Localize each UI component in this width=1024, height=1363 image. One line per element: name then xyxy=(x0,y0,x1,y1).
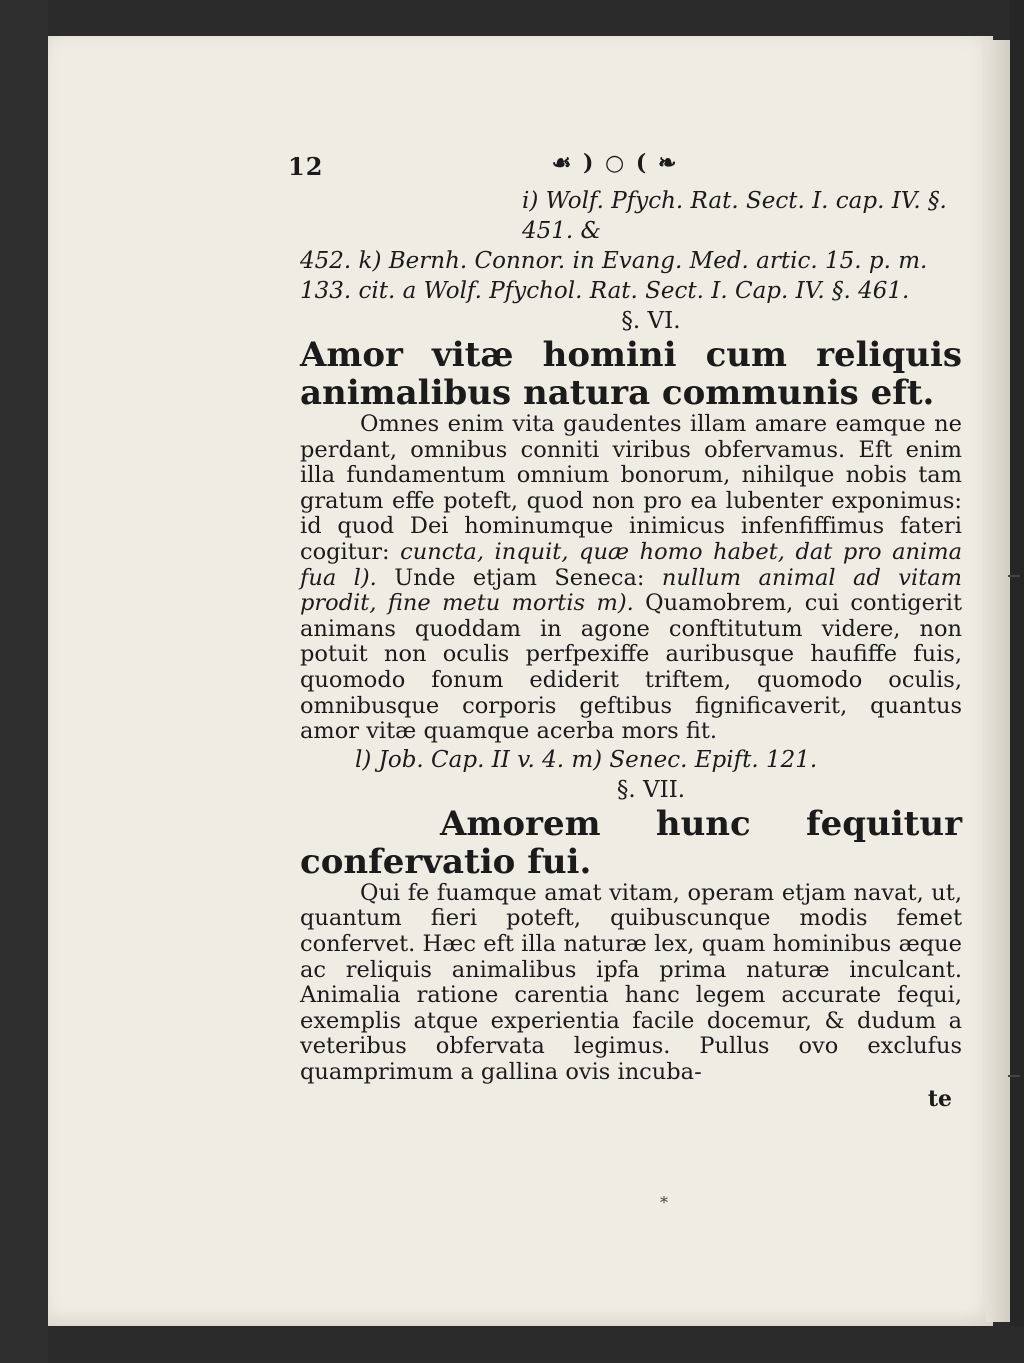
scan-background-left xyxy=(0,0,48,1363)
body-text: Unde etjam Seneca: xyxy=(376,564,662,591)
catchword: te xyxy=(927,1086,952,1113)
quote-job: cuncta, inquit, quæ homo habet, dat pro anima fua l). xyxy=(300,538,962,591)
margin-tick xyxy=(1008,1075,1020,1077)
signature-mark: * xyxy=(660,1193,668,1212)
footnote-line: 452. k) Bernh. Connor. in Evang. Med. artic. 15. p. m. xyxy=(300,248,928,274)
section-body-7: Qui fe fuamque amat vitam, operam etjam navat, ut, quantum fieri poteft, quibuscunque modis femet confervet. Hæc eft illa naturæ lex, quam hominibus æque ac reliquis animalibus ipfa prima naturæ inculcant. Animalia ratione carentia hanc legem accurate fequi, exemplis atque experientia facile docemur, & dudum a veteribus obfervata legimus. Pullus ovo exclufus quamprimum a gallina ovis incuba- xyxy=(300,879,962,1085)
margin-tick xyxy=(1008,575,1020,577)
section-number-7: §. VII. xyxy=(616,776,686,803)
scan-background-bottom xyxy=(48,1326,1024,1363)
quote-seneca: nullum animal ad vitam prodit, fine metu mortis m). xyxy=(300,564,962,617)
page-text-block xyxy=(288,150,962,1113)
page-number: 12 xyxy=(288,152,324,181)
page-gutter-edge xyxy=(986,40,1010,1322)
footnote-references: l) Job. Cap. II v. 4. m) Senec. Epift. 121. xyxy=(355,746,818,773)
section-number-6: §. VI. xyxy=(621,308,681,334)
section-body-6 xyxy=(300,412,962,745)
scan-background-right xyxy=(1010,0,1024,1363)
footnotes-continued xyxy=(300,186,962,306)
header-ornament: ☙ ) ○ ( ❧ xyxy=(551,150,679,176)
running-header xyxy=(288,150,962,186)
section-heading-6: Amor vitæ homini cum reliquis animalibus natura communis eft. xyxy=(300,335,962,413)
footnote-line: 133. cit. a Wolf. Pfychol. Rat. Sect. I. Cap. IV. §. 461. xyxy=(300,278,910,304)
section-heading-7: Amorem hunc fequitur confervatio fui. xyxy=(300,803,962,882)
body-text: Omnes enim vita gaudentes illam amare eamque ne perdant, omnibus conniti viribus obfervamus. Eft enim illa fundamentum omnium bonorum, nihilque nobis tam gratum effe poteft, quod non pro ea lubenter exponimus: id quod Dei hominumque inimicus infenfiffimus fateri cogitur: xyxy=(300,411,962,565)
footnote-line: i) Wolf. Pfych. Rat. Sect. I. cap. IV. §. 451. & xyxy=(522,188,947,244)
body-text: Quamobrem, cui contigerit animans quoddam in agone conftitutum videre, non potuit non oculis perfpexiffe auribusque haufiffe fuis, quomodo fonum ediderit triftem, quomodo oculis, omnibusque corporis geftibus fignificaverit, quantus amor vitæ quamque acerba mors fit. xyxy=(300,590,962,745)
